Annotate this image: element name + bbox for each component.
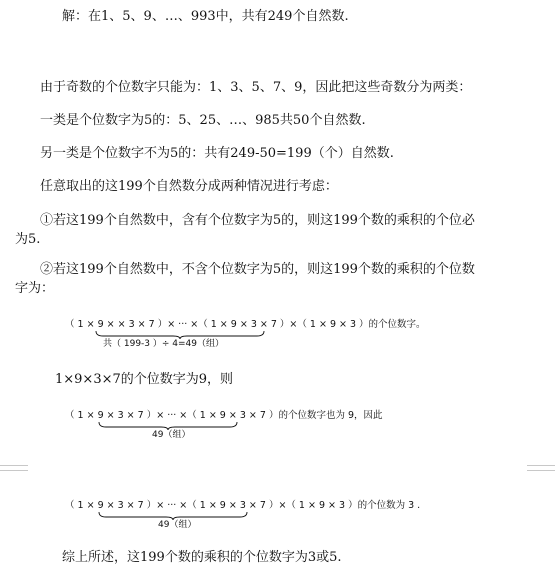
- formula-3: （ 1 × 9 × 3 × 7 ）× ··· ×（ 1 × 9 × 3 × 7 ）×（ 1 × 9 × 3 ）的个位数为 3 .: [65, 500, 421, 511]
- page-break-mark-left-2: [0, 470, 28, 471]
- odd-digit-classification: 由于奇数的个位数字只能为：1、3、5、7、9，因此把这些奇数分为两类：: [40, 80, 472, 95]
- class-two-description: 另一类是个位数字不为5的：共有249-50=199（个）自然数.: [40, 146, 394, 161]
- page-break-mark-right-2: [527, 470, 555, 471]
- formula-3-group-count: 49（组）: [158, 520, 197, 530]
- case-two-line-1: ②若这199个自然数中，不含个位数字为5的，则这199个数的乘积的个位数: [40, 262, 475, 277]
- case-one-line-2: 为5.: [15, 232, 41, 247]
- formula-1: （ 1 × 9 × × 3 × 7 ）× ··· ×（ 1 × 9 × 3 × 7 ）×（ 1 × 9 × 3 ）的个位数字。: [65, 319, 426, 330]
- unit-digit-statement: 1×9×3×7的个位数字为9，则: [55, 372, 234, 387]
- page-break-mark-left: [0, 465, 28, 466]
- page-break-mark-right: [527, 465, 555, 466]
- formula-1-group-count: 共（ 199-3 ）÷ 4=49（组）: [103, 339, 224, 349]
- solution-intro: 解：在1、5、9、…、993中，共有249个自然数.: [62, 9, 349, 24]
- conclusion: 综上所述，这199个数的乘积的个位数字为3或5.: [62, 550, 342, 565]
- formula-2: （ 1 × 9 × 3 × 7 ）× ··· ×（ 1 × 9 × 3 × 7 ）的个位数字也为 9，因此: [65, 410, 383, 421]
- class-one-description: 一类是个位数字为5的：5、25、…、985共50个自然数.: [40, 113, 366, 128]
- case-two-line-2: 字为：: [15, 281, 55, 296]
- case-one-line-1: ①若这199个自然数中，含有个位数字为5的，则这199个数的乘积的个位必: [40, 213, 475, 228]
- formula-2-group-count: 49（组）: [152, 430, 191, 440]
- two-cases-intro: 任意取出的这199个自然数分成两种情况进行考虑：: [40, 179, 338, 194]
